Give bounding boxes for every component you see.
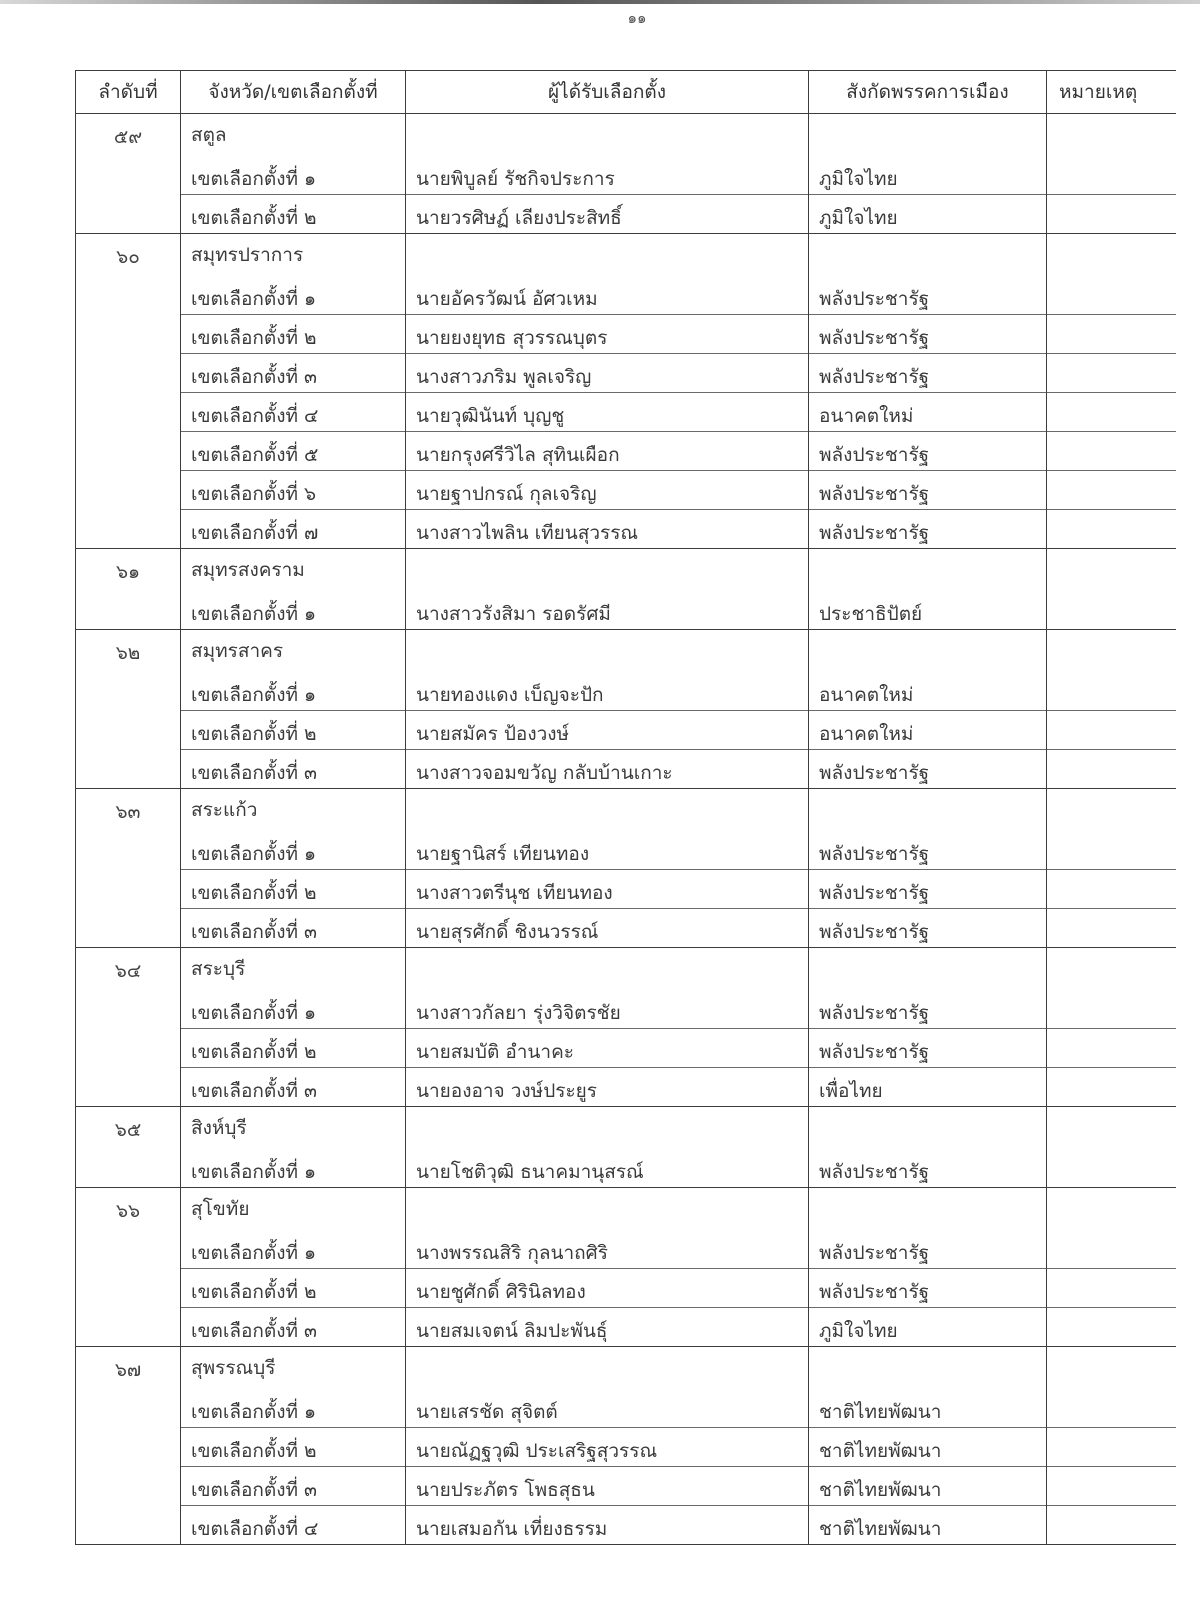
note-cell: [1047, 750, 1176, 789]
elected-name: นายอัครวัฒน์ อัศวเหม: [406, 276, 809, 315]
province-name: สุโขทัย: [181, 1188, 406, 1231]
table-row: [76, 195, 1176, 234]
note-cell: [1047, 1269, 1176, 1308]
empty-cell: [809, 114, 1047, 157]
group-number: ๕๙: [76, 114, 181, 234]
party-name: เพื่อไทย: [809, 1068, 1047, 1107]
group-number: ๖๔: [76, 948, 181, 1107]
table-body: [76, 114, 1176, 1545]
party-name: พลังประชารัฐ: [809, 750, 1047, 789]
empty-cell: [809, 630, 1047, 673]
district-label: เขตเลือกตั้งที่ ๑: [181, 1149, 406, 1188]
party-name: ภูมิใจไทย: [809, 1308, 1047, 1347]
header-no: ลำดับที่: [76, 71, 181, 114]
elected-name: นายกรุงศรีวิไล สุทินเผือก: [406, 432, 809, 471]
elected-name: นายเสมอกัน เที่ยงธรรม: [406, 1506, 809, 1545]
district-label: เขตเลือกตั้งที่ ๓: [181, 1068, 406, 1107]
table-row: [76, 711, 1176, 750]
province-group-row: [76, 234, 1176, 277]
table-row: [76, 990, 1176, 1029]
elected-name: นายสมัคร ป้องวงษ์: [406, 711, 809, 750]
table-row: [76, 354, 1176, 393]
district-label: เขตเลือกตั้งที่ ๓: [181, 1308, 406, 1347]
note-cell: [1047, 711, 1176, 750]
table-row: [76, 471, 1176, 510]
district-label: เขตเลือกตั้งที่ ๕: [181, 432, 406, 471]
party-name: ชาติไทยพัฒนา: [809, 1506, 1047, 1545]
table-row: [76, 1467, 1176, 1506]
province-group-row: [76, 789, 1176, 832]
elected-name: นางพรรณสิริ กุลนาถศิริ: [406, 1230, 809, 1269]
note-cell: [1047, 672, 1176, 711]
group-number: ๖๐: [76, 234, 181, 549]
header-note: หมายเหตุ: [1047, 71, 1176, 114]
district-label: เขตเลือกตั้งที่ ๖: [181, 471, 406, 510]
empty-cell: [406, 1107, 809, 1150]
elected-name: นายองอาจ วงษ์ประยูร: [406, 1068, 809, 1107]
note-cell: [1047, 1308, 1176, 1347]
empty-cell: [406, 234, 809, 277]
province-name: สตูล: [181, 114, 406, 157]
party-name: อนาคตใหม่: [809, 672, 1047, 711]
province-group-row: [76, 1107, 1176, 1150]
group-number: ๖๑: [76, 549, 181, 630]
province-name: สมุทรสงคราม: [181, 549, 406, 592]
page-number: ๑๑: [627, 9, 647, 27]
district-label: เขตเลือกตั้งที่ ๑: [181, 1230, 406, 1269]
elected-name: นางสาวตรีนุช เทียนทอง: [406, 870, 809, 909]
party-name: ชาติไทยพัฒนา: [809, 1389, 1047, 1428]
district-label: เขตเลือกตั้งที่ ๔: [181, 393, 406, 432]
province-name: สมุทรสาคร: [181, 630, 406, 673]
elected-name: นายสุรศักดิ์ ชิงนวรรณ์: [406, 909, 809, 948]
table-row: [76, 1428, 1176, 1467]
elected-name: นายโชติวุฒิ ธนาคมานุสรณ์: [406, 1149, 809, 1188]
note-cell: [1047, 195, 1176, 234]
table-row: [76, 591, 1176, 630]
elected-name: นายชูศักดิ์ ศิรินิลทอง: [406, 1269, 809, 1308]
province-group-row: [76, 1347, 1176, 1390]
district-label: เขตเลือกตั้งที่ ๒: [181, 1029, 406, 1068]
party-name: ชาติไทยพัฒนา: [809, 1467, 1047, 1506]
party-name: พลังประชารัฐ: [809, 1269, 1047, 1308]
note-cell: [1047, 354, 1176, 393]
district-label: เขตเลือกตั้งที่ ๒: [181, 1269, 406, 1308]
note-cell: [1047, 870, 1176, 909]
district-label: เขตเลือกตั้งที่ ๒: [181, 870, 406, 909]
province-group-row: [76, 549, 1176, 592]
district-label: เขตเลือกตั้งที่ ๑: [181, 672, 406, 711]
party-name: พลังประชารัฐ: [809, 990, 1047, 1029]
party-name: พลังประชารัฐ: [809, 315, 1047, 354]
elected-name: นางสาวกัลยา รุ่งวิจิตรชัย: [406, 990, 809, 1029]
elected-name: นายวุฒินันท์ บุญชู: [406, 393, 809, 432]
empty-cell: [1047, 1188, 1176, 1231]
district-label: เขตเลือกตั้งที่ ๗: [181, 510, 406, 549]
district-label: เขตเลือกตั้งที่ ๓: [181, 1467, 406, 1506]
empty-cell: [406, 114, 809, 157]
table-row: [76, 750, 1176, 789]
note-cell: [1047, 1068, 1176, 1107]
table-row: [76, 909, 1176, 948]
party-name: อนาคตใหม่: [809, 711, 1047, 750]
empty-cell: [406, 948, 809, 991]
group-number: ๖๗: [76, 1347, 181, 1545]
empty-cell: [1047, 948, 1176, 991]
empty-cell: [406, 1347, 809, 1390]
district-label: เขตเลือกตั้งที่ ๑: [181, 276, 406, 315]
province-group-row: [76, 948, 1176, 991]
party-name: พลังประชารัฐ: [809, 1029, 1047, 1068]
elected-name: นายณัฏฐวุฒิ ประเสริฐสุวรรณ: [406, 1428, 809, 1467]
table-row: [76, 315, 1176, 354]
party-name: ภูมิใจไทย: [809, 156, 1047, 195]
table-row: [76, 1308, 1176, 1347]
district-label: เขตเลือกตั้งที่ ๒: [181, 1428, 406, 1467]
party-name: พลังประชารัฐ: [809, 831, 1047, 870]
group-number: ๖๕: [76, 1107, 181, 1188]
district-label: เขตเลือกตั้งที่ ๒: [181, 711, 406, 750]
note-cell: [1047, 1467, 1176, 1506]
district-label: เขตเลือกตั้งที่ ๒: [181, 195, 406, 234]
table-row: [76, 393, 1176, 432]
empty-cell: [1047, 234, 1176, 277]
elected-name: นายฐานิสร์ เทียนทอง: [406, 831, 809, 870]
elected-name: นายเสรชัด สุจิตต์: [406, 1389, 809, 1428]
party-name: พลังประชารัฐ: [809, 1149, 1047, 1188]
empty-cell: [809, 549, 1047, 592]
note-cell: [1047, 990, 1176, 1029]
party-name: ชาติไทยพัฒนา: [809, 1428, 1047, 1467]
table-row: [76, 870, 1176, 909]
elected-name: นางสาวจอมขวัญ กลับบ้านเกาะ: [406, 750, 809, 789]
party-name: ภูมิใจไทย: [809, 195, 1047, 234]
note-cell: [1047, 831, 1176, 870]
table-row: [76, 1149, 1176, 1188]
empty-cell: [1047, 114, 1176, 157]
table-row: [76, 831, 1176, 870]
party-name: พลังประชารัฐ: [809, 471, 1047, 510]
province-group-row: [76, 630, 1176, 673]
empty-cell: [1047, 1347, 1176, 1390]
group-number: ๖๖: [76, 1188, 181, 1347]
table-row: [76, 1029, 1176, 1068]
note-cell: [1047, 591, 1176, 630]
elected-name: นายสมบัติ อำนาคะ: [406, 1029, 809, 1068]
empty-cell: [406, 549, 809, 592]
elected-name: นายประภัตร โพธสุธน: [406, 1467, 809, 1506]
empty-cell: [1047, 630, 1176, 673]
district-label: เขตเลือกตั้งที่ ๓: [181, 354, 406, 393]
district-label: เขตเลือกตั้งที่ ๑: [181, 990, 406, 1029]
note-cell: [1047, 1428, 1176, 1467]
note-cell: [1047, 1029, 1176, 1068]
header-province: จังหวัด/เขตเลือกตั้งที่: [181, 71, 406, 114]
district-label: เขตเลือกตั้งที่ ๓: [181, 909, 406, 948]
empty-cell: [406, 630, 809, 673]
note-cell: [1047, 1149, 1176, 1188]
district-label: เขตเลือกตั้งที่ ๑: [181, 1389, 406, 1428]
empty-cell: [1047, 549, 1176, 592]
table-row: [76, 510, 1176, 549]
header-party: สังกัดพรรคการเมือง: [809, 71, 1047, 114]
district-label: เขตเลือกตั้งที่ ๑: [181, 591, 406, 630]
table-row: [76, 156, 1176, 195]
empty-cell: [809, 1107, 1047, 1150]
table-row: [76, 1068, 1176, 1107]
note-cell: [1047, 276, 1176, 315]
empty-cell: [1047, 789, 1176, 832]
province-name: สระแก้ว: [181, 789, 406, 832]
province-name: สิงห์บุรี: [181, 1107, 406, 1150]
elected-name: นายทองแดง เบ็ญจะปัก: [406, 672, 809, 711]
district-label: เขตเลือกตั้งที่ ๔: [181, 1506, 406, 1545]
party-name: พลังประชารัฐ: [809, 909, 1047, 948]
elected-name: นายฐาปกรณ์ กุลเจริญ: [406, 471, 809, 510]
elected-name: นายยงยุทธ สุวรรณบุตร: [406, 315, 809, 354]
empty-cell: [809, 789, 1047, 832]
table-row: [76, 1506, 1176, 1545]
province-group-row: [76, 1188, 1176, 1231]
party-name: ประชาธิปัตย์: [809, 591, 1047, 630]
party-name: พลังประชารัฐ: [809, 432, 1047, 471]
note-cell: [1047, 432, 1176, 471]
empty-cell: [809, 234, 1047, 277]
table-row: [76, 1269, 1176, 1308]
note-cell: [1047, 471, 1176, 510]
group-number: ๖๒: [76, 630, 181, 789]
header-elected: ผู้ได้รับเลือกตั้ง: [406, 71, 809, 114]
party-name: พลังประชารัฐ: [809, 276, 1047, 315]
note-cell: [1047, 315, 1176, 354]
election-results-table: [75, 70, 1176, 1545]
empty-cell: [809, 948, 1047, 991]
province-group-row: [76, 114, 1176, 157]
table-row: [76, 1389, 1176, 1428]
group-number: ๖๓: [76, 789, 181, 948]
note-cell: [1047, 393, 1176, 432]
province-name: สุพรรณบุรี: [181, 1347, 406, 1390]
party-name: พลังประชารัฐ: [809, 870, 1047, 909]
party-name: พลังประชารัฐ: [809, 354, 1047, 393]
district-label: เขตเลือกตั้งที่ ๑: [181, 156, 406, 195]
note-cell: [1047, 1389, 1176, 1428]
scan-edge: [0, 0, 1200, 4]
table-row: [76, 672, 1176, 711]
note-cell: [1047, 1506, 1176, 1545]
table-row: [76, 1230, 1176, 1269]
note-cell: [1047, 909, 1176, 948]
empty-cell: [809, 1188, 1047, 1231]
note-cell: [1047, 156, 1176, 195]
party-name: พลังประชารัฐ: [809, 1230, 1047, 1269]
party-name: พลังประชารัฐ: [809, 510, 1047, 549]
note-cell: [1047, 1230, 1176, 1269]
elected-name: นายสมเจตน์ ลิมปะพันธุ์: [406, 1308, 809, 1347]
elected-name: นางสาวรังสิมา รอดรัศมี: [406, 591, 809, 630]
table-row: [76, 432, 1176, 471]
province-name: สระบุรี: [181, 948, 406, 991]
results-table-container: [75, 70, 1200, 1545]
district-label: เขตเลือกตั้งที่ ๒: [181, 315, 406, 354]
province-name: สมุทรปราการ: [181, 234, 406, 277]
elected-name: นายวรศิษฏ์ เลียงประสิทธิ์: [406, 195, 809, 234]
note-cell: [1047, 510, 1176, 549]
empty-cell: [1047, 1107, 1176, 1150]
table-header-row: [76, 71, 1176, 114]
elected-name: นางสาวไพลิน เทียนสุวรรณ: [406, 510, 809, 549]
table-row: [76, 276, 1176, 315]
empty-cell: [406, 789, 809, 832]
district-label: เขตเลือกตั้งที่ ๓: [181, 750, 406, 789]
elected-name: นางสาวภริม พูลเจริญ: [406, 354, 809, 393]
district-label: เขตเลือกตั้งที่ ๑: [181, 831, 406, 870]
elected-name: นายพิบูลย์ รัชกิจประการ: [406, 156, 809, 195]
party-name: อนาคตใหม่: [809, 393, 1047, 432]
empty-cell: [406, 1188, 809, 1231]
empty-cell: [809, 1347, 1047, 1390]
